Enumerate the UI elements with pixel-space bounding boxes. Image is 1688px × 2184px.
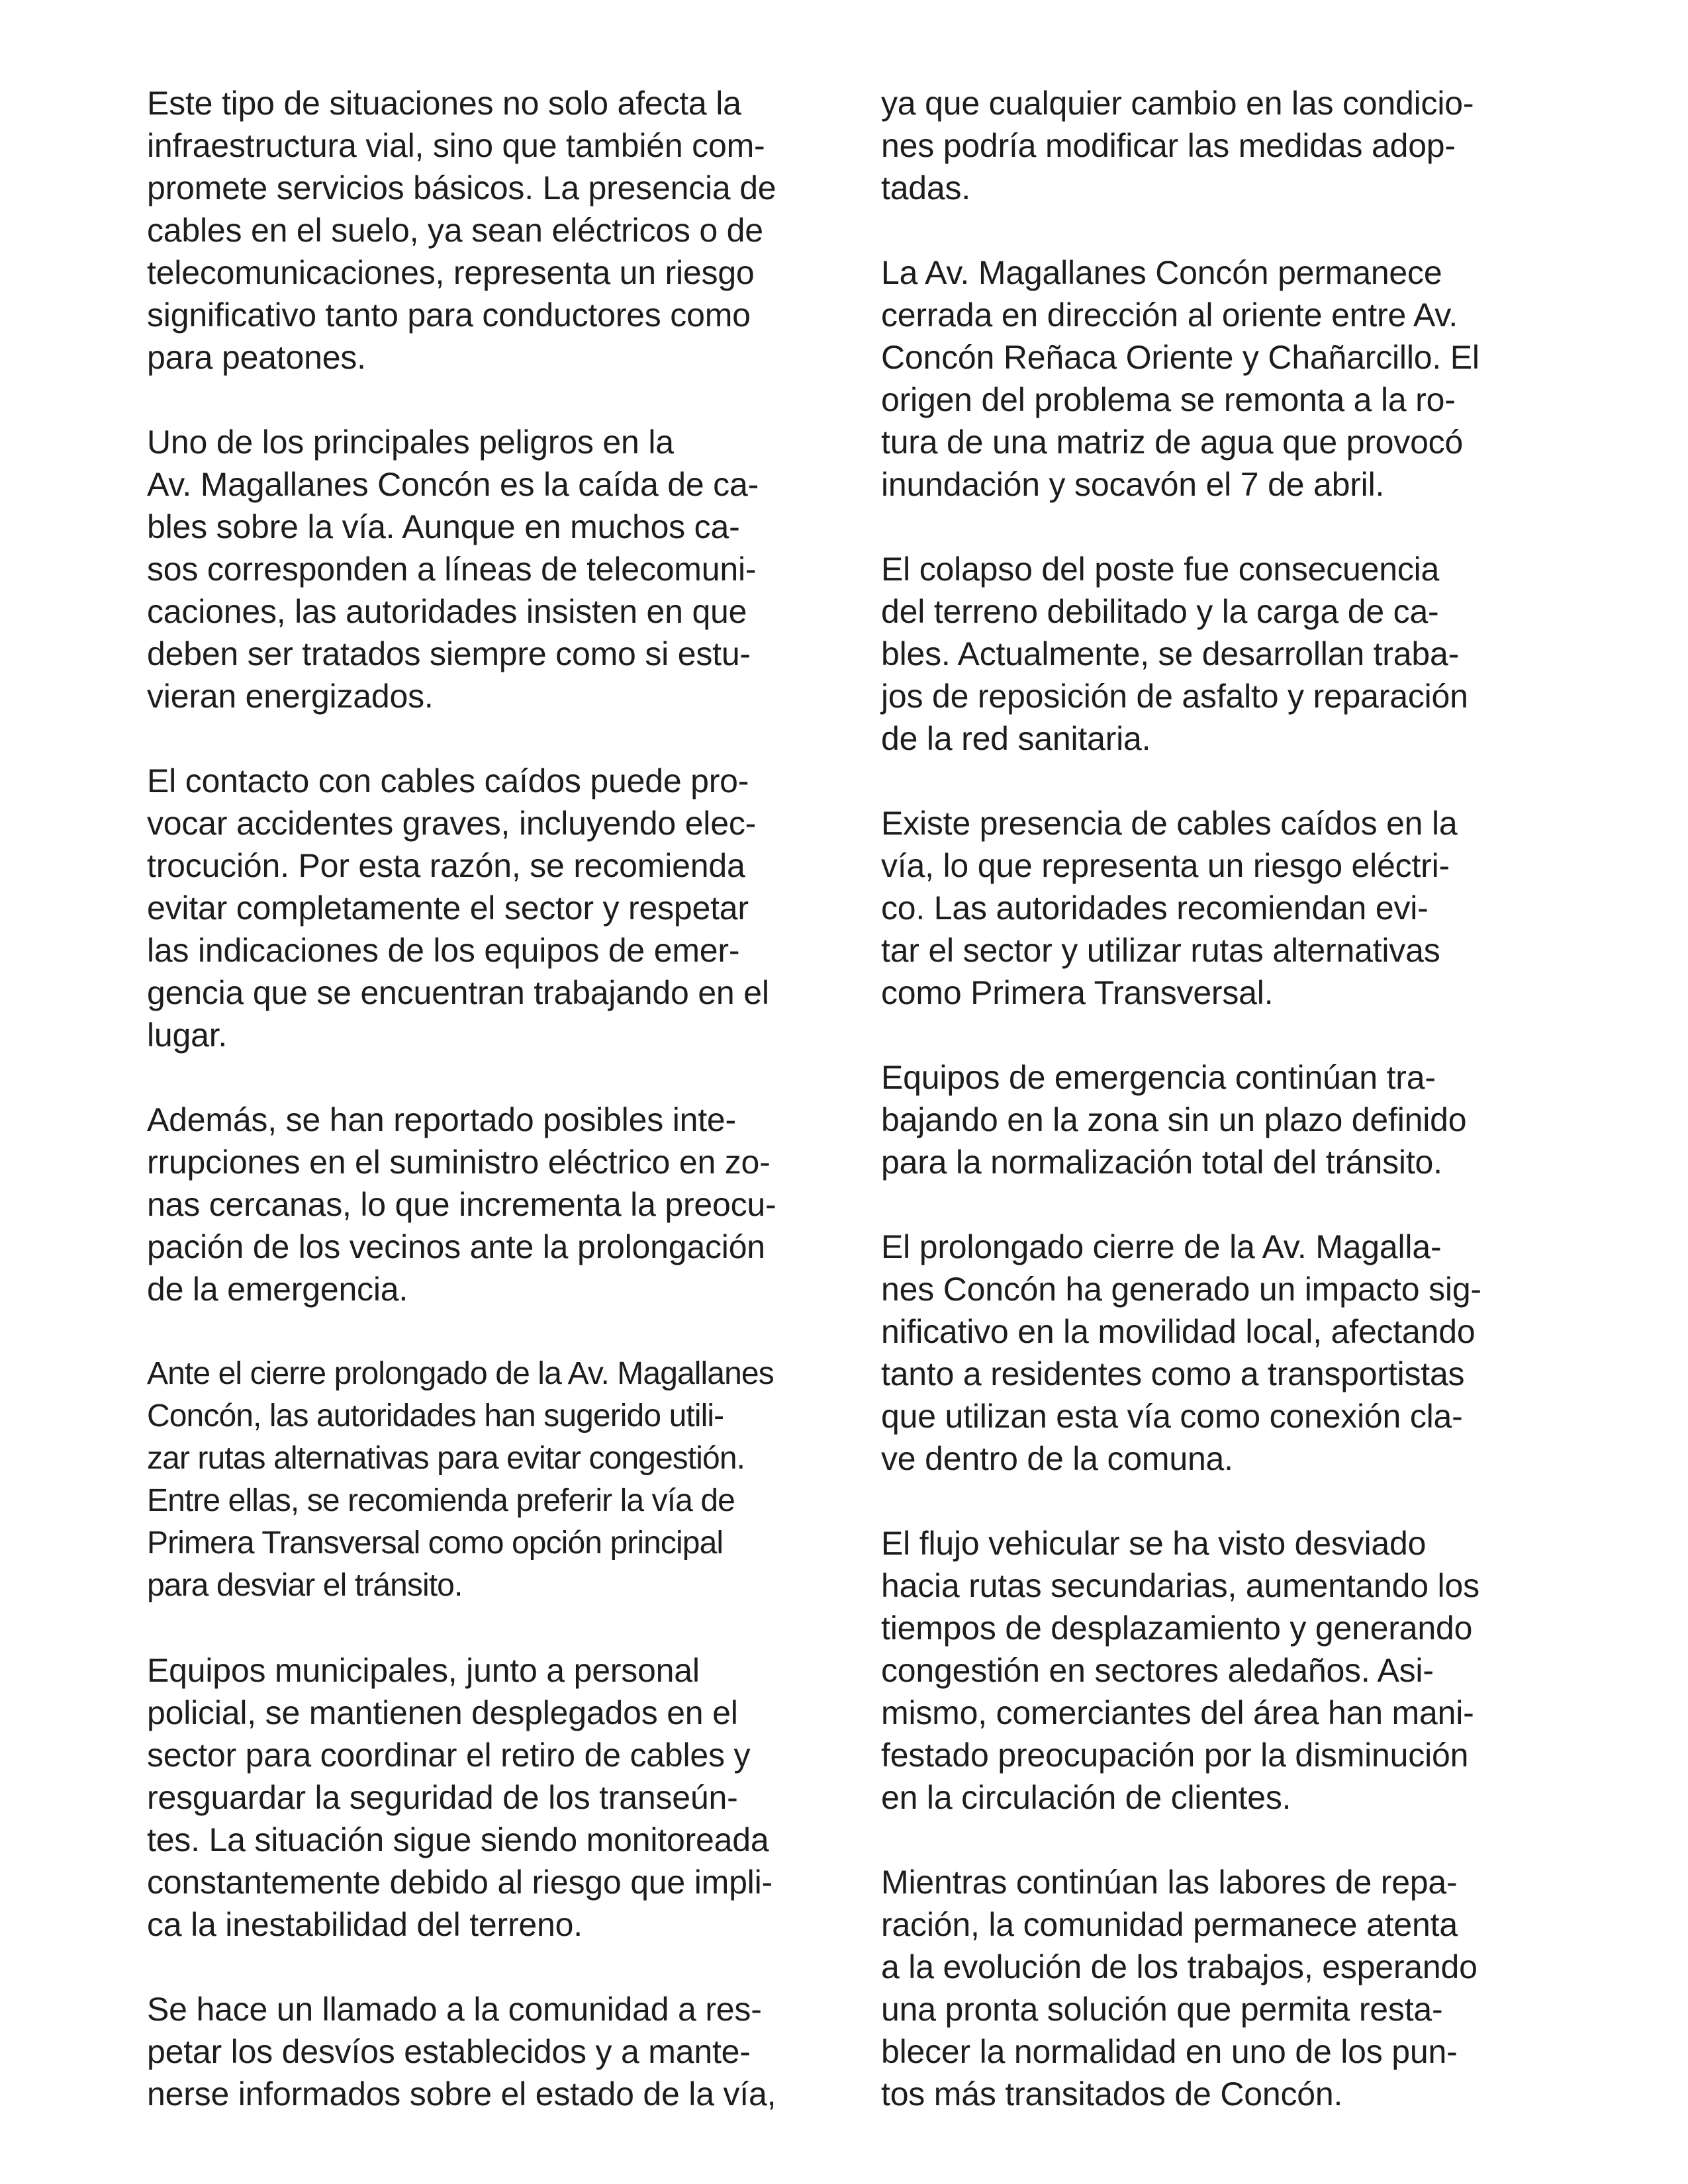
paragraph: Además, se han reportado posibles inte- rrupciones en el suministro eléctrico en zo- nas cercanas, lo que incrementa la preocu- pación de los vecinos ante la prolongación de la emergencia. <box>147 1101 776 1308</box>
paragraph: El colapso del poste fue consecuencia del terreno debilitado y la carga de ca- bles. Actualmente, se desarrollan traba- jos de reposición de asfalto y reparación de la red sanitaria. <box>881 551 1468 757</box>
right-column <box>881 82 1566 2115</box>
paragraph: Este tipo de situaciones no solo afecta la infraestructura vial, sino que también com- promete servicios básicos. La presencia de cables en el suelo, ya sean eléctricos o de telecomunicaciones, representa un riesgo significativo tanto para conductores como para peatones. <box>147 85 776 376</box>
paragraph: La Av. Magallanes Concón permanece cerrada en dirección al oriente entre Av. Concón Reñaca Oriente y Chañarcillo. El origen del problema se remonta a la ro- tura de una matriz de agua que provocó inundación y socavón el 7 de abril. <box>881 254 1479 503</box>
paragraph: ya que cualquier cambio en las condicio- nes podría modificar las medidas adop- tadas. <box>881 85 1474 206</box>
left-column <box>147 82 832 2115</box>
paragraph: Uno de los principales peligros en la Av. Magallanes Concón es la caída de ca- bles sobre la vía. Aunque en muchos ca- sos corresponden a líneas de telecomuni- caciones, las autoridades insisten en que deben ser tratados siempre como si estu- vieran energizados. <box>147 424 759 715</box>
paragraph: Equipos municipales, junto a personal policial, se mantienen desplegados en el sector para coordinar el retiro de cables y resguardar la seguridad de los transeún- tes. La situación sigue siendo monitoreada constantemente debido al riesgo que impli- ca la inestabilidad del terreno. <box>147 1652 773 1943</box>
paragraph: Mientras continúan las labores de repa- ración, la comunidad permanece atenta a la evolución de los trabajos, esperando una pronta solución que permita resta- blecer la normalidad en uno de los pun- tos más transitados de Concón. <box>881 1864 1477 2113</box>
paragraph: Existe presencia de cables caídos en la vía, lo que representa un riesgo eléctri- co. Las autoridades recomiendan evi- tar el sector y utilizar rutas alternativas como Primera Transversal. <box>881 805 1458 1011</box>
paragraph: Ante el cierre prolongado de la Av. Magallanes Concón, las autoridades han sugerido utili- zar rutas alternativas para evitar congestión. Entre ellas, se recomienda preferir la vía de Primera Transversal como opción principal para desviar el tránsito. <box>147 1356 774 1603</box>
paragraph: Equipos de emergencia continúan tra- bajando en la zona sin un plazo definido para la normalización total del tránsito. <box>881 1059 1467 1181</box>
paragraph: El prolongado cierre de la Av. Magalla- nes Concón ha generado un impacto sig- nificativo en la movilidad local, afectando tanto a residentes como a transportistas que utilizan esta vía como conexión cla- ve dentro de la comuna. <box>881 1228 1481 1477</box>
paragraph: Se hace un llamado a la comunidad a res- petar los desvíos establecidos y a mante- nerse informados sobre el estado de la vía, <box>147 1991 776 2113</box>
paragraph: El contacto con cables caídos puede pro- vocar accidentes graves, incluyendo elec- trocución. Por esta razón, se recomienda evitar completamente el sector y respetar las indicaciones de los equipos de emer- gencia que se encuentran trabajando en el lugar. <box>147 762 769 1054</box>
paragraph: El flujo vehicular se ha visto desviado hacia rutas secundarias, aumentando los tiempos de desplazamiento y generando congestión en sectores aledaños. Asi- mismo, comerciantes del área han mani- festado preocupación por la disminución en la circulación de clientes. <box>881 1525 1479 1816</box>
